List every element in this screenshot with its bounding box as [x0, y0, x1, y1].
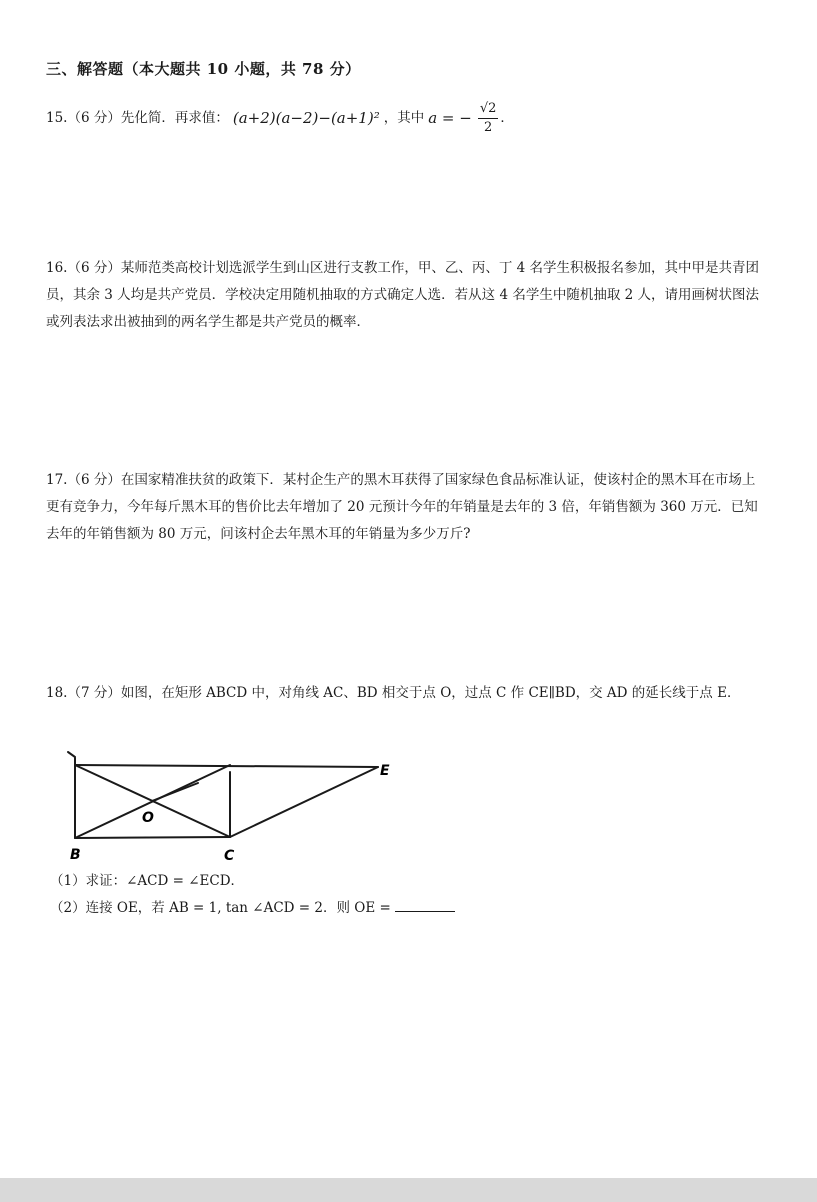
q15-middle: ，其中	[383, 110, 425, 126]
question-16: 16.（6 分）某师范类高校计划选派学生到山区进行支教工作，甲、乙、丙、丁 4 名学生积极报名参加，其中甲是共青团员，其余 3 人均是共产党员．学校决定用随机抽取的方式确定人选．若从这 4 名学生中随机抽取 2 人，请用画树状图法或列表法求出被抽到的两名学生都是共产党员的概率．	[46, 260, 760, 330]
q18-part-2-text: （2）连接 OE，若 AB = 1, tan ∠ACD = 2．则 OE =	[50, 900, 391, 916]
question-18: 18.（7 分）如图，在矩形 ABCD 中，对角线 AC、BD 相交于点 O，过点 C 作 CE∥BD，交 AD 的延长线于点 E．	[46, 685, 741, 701]
q15-variable: a = −	[428, 109, 472, 127]
question-17: 17.（6 分）在国家精准扶贫的政策下．某村企生产的黑木耳获得了国家绿色食品标准认证，使该村企的黑木耳在市场上更有竞争力，今年每斤黑木耳的售价比去年增加了 20 元预计今年的年销量是去年的 3 倍，年销售额为 360 万元．已知去年的年销售额为 80 万元，问该村企去年黑木耳的年销量为多少万斤?	[46, 472, 758, 542]
q15-prefix: 15.（6 分）先化简．再求值：	[46, 110, 229, 126]
section-title: 三、解答题（本大题共 10 小题，共 78 分）	[46, 60, 361, 78]
label-e: E	[380, 763, 390, 779]
q15-expression: (a+2)(a−2)−(a+1)²	[232, 109, 380, 127]
q18-part-1: （1）求证：∠ACD = ∠ECD．	[50, 873, 245, 889]
q15-fraction	[478, 100, 499, 137]
answer-blank[interactable]	[395, 897, 455, 912]
rectangle-figure	[58, 745, 408, 870]
q18-part-2	[50, 897, 455, 919]
bottom-scroll-strip	[0, 1178, 817, 1202]
question-15	[46, 100, 762, 137]
label-o: O	[142, 810, 154, 826]
line-ce	[230, 767, 378, 837]
corner-mark-a	[68, 752, 75, 757]
line-oe-partial	[152, 783, 198, 801]
side-bc	[75, 837, 230, 838]
label-c: C	[224, 848, 235, 864]
q15-suffix: ．	[500, 110, 514, 126]
q15-fraction-denominator: 2	[483, 120, 493, 135]
q15-fraction-numerator: √2	[478, 100, 499, 119]
label-b: B	[70, 847, 81, 863]
